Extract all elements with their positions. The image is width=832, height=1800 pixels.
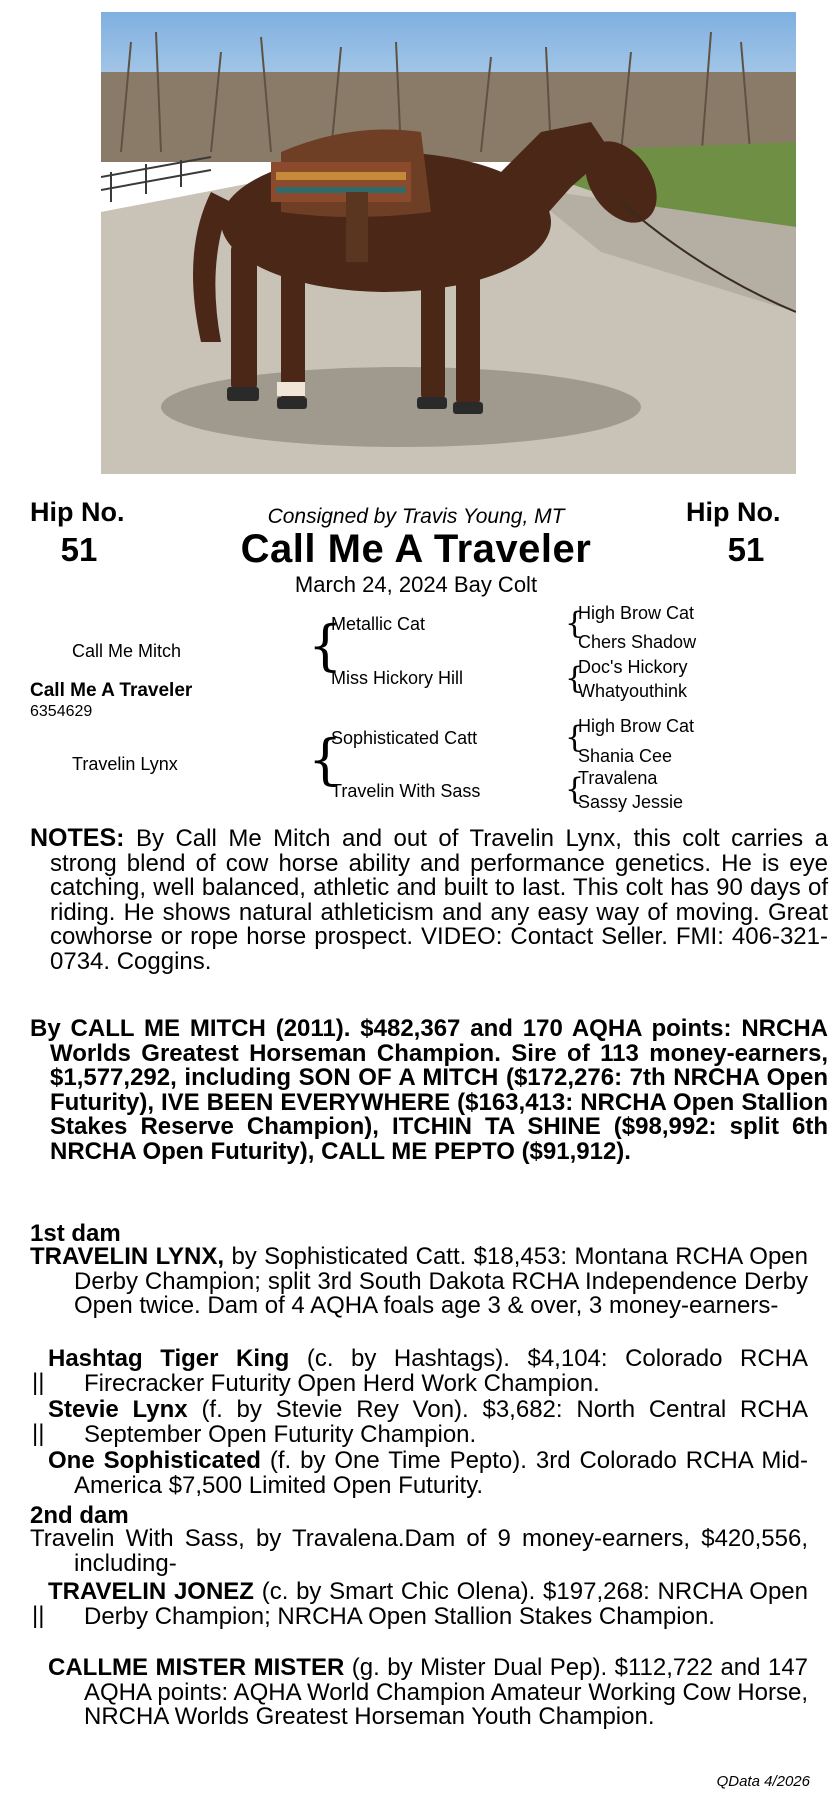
second-dam-paragraph: Travelin With Sass, by Travalena.Dam of 9 money-earners, $420,556, including- <box>30 1525 808 1577</box>
produce-name: One Sophisticated <box>48 1447 261 1474</box>
produce-text: (f. by Stevie Rey Von). $3,682: North Central RCHA September Open Futurity Champion. <box>84 1396 808 1448</box>
first-dam-name: TRAVELIN LYNX, <box>30 1243 225 1270</box>
brace-g4: { <box>565 772 585 807</box>
produce-text: (c. by Hashtags). $4,104: Colorado RCHA Firecracker Futurity Open Herd Work Champion. <box>84 1345 809 1397</box>
pedigree-sire-dam: Miss Hickory Hill <box>331 668 463 688</box>
hip-label-left: Hip No. <box>30 497 125 527</box>
produce-item <box>48 1656 808 1730</box>
produce-item <box>32 1345 809 1397</box>
first-dam-heading: 1st dam <box>30 1220 121 1247</box>
horse-name: Call Me A Traveler <box>240 527 592 571</box>
pedigree-g7: Travalena <box>578 768 658 788</box>
footer-credit: QData 4/2026 <box>716 1773 810 1790</box>
pedigree-g5: High Brow Cat <box>578 716 695 736</box>
brace-g3: { <box>565 720 585 755</box>
produce-mark: || <box>32 1420 45 1447</box>
pedigree-g2: Chers Shadow <box>578 632 697 652</box>
pedigree-dam-sire: Sophisticated Catt <box>331 728 478 748</box>
pedigree-dam: Travelin Lynx <box>72 754 178 774</box>
pedigree-dam-dam: Travelin With Sass <box>331 781 481 801</box>
produce-item <box>32 1578 809 1630</box>
produce-mark: || <box>32 1602 45 1629</box>
sire-paragraph: By CALL ME MITCH (2011). $482,367 and 170 AQHA points: NRCHA Worlds Greatest Horseman Champion. Sire of 113 money-earners, $1,577,292, including SON OF A MITCH ($172,276: 7th NRCHA Open Futurity), IVE BEEN EVERYWHERE ($163,413: NRCHA Open Stallion Stakes Reserve Champion), ITCHIN TA SHINE ($98,992: split 6th NRCHA Open Futurity), CALL ME PEPTO ($91,912). <box>30 1015 828 1165</box>
produce-text: (c. by Smart Chic Olena). $197,268: NRCHA Open Derby Champion; NRCHA Open Stallion Stakes Champion. <box>84 1578 809 1630</box>
produce-name: Stevie Lynx <box>48 1396 188 1423</box>
produce-name: Hashtag Tiger King <box>48 1345 290 1372</box>
brace-g2: { <box>565 661 585 696</box>
first-dam-text: by Sophisticated Catt. $18,453: Montana RCHA Open Derby Champion; split 3rd South Dakota RCHA Independence Derby Open twice. Dam of 4 AQHA foals age 3 & over, 3 money-earners- <box>74 1243 808 1319</box>
pedigree-g6: Shania Cee <box>578 746 673 766</box>
produce-mark: || <box>32 1369 45 1396</box>
hip-number-right: 51 <box>727 531 765 568</box>
hip-number-left: 51 <box>60 531 98 568</box>
pedigree-g1: High Brow Cat <box>578 603 695 623</box>
produce-text: (g. by Mister Dual Pep). $112,722 and 147 AQHA points: AQHA World Champion Amateur Working Cow Horse, NRCHA Worlds Greatest Horseman Youth Champion. <box>84 1654 809 1730</box>
produce-item <box>32 1396 808 1448</box>
second-dam-heading: 2nd dam <box>30 1502 129 1529</box>
consignor: Consigned by Travis Young, MT <box>267 505 565 528</box>
pedigree-subject: Call Me A Traveler <box>30 680 193 701</box>
notes-paragraph <box>30 826 828 974</box>
brace-dam: { <box>308 728 343 791</box>
produce-name: CALLME MISTER MISTER <box>48 1654 345 1681</box>
pedigree-sire-sire: Metallic Cat <box>331 614 426 634</box>
pedigree-sire: Call Me Mitch <box>72 641 182 661</box>
first-dam-paragraph <box>30 1245 808 1319</box>
pedigree-g4: Whatyouthink <box>578 681 688 701</box>
notes-label: NOTES: <box>30 824 125 852</box>
horse-photo <box>101 12 796 474</box>
pedigree-g8: Sassy Jessie <box>578 792 684 812</box>
notes-text: By Call Me Mitch and out of Travelin Lynx, this colt carries a strong blend of cow horse ability and performance genetics. He is eye catching, well balanced, athletic and built to last. This colt has 90 days of riding. He shows natural athleticism and any easy way of moving. Great cowhorse or rope horse prospect. VIDEO: Contact Seller. FMI: 406-321-0734. Coggins. <box>50 825 829 975</box>
brace-sire: { <box>308 614 343 677</box>
pedigree-g3: Doc's Hickory <box>578 657 688 677</box>
registration-number: 6354629 <box>30 703 93 720</box>
hip-label-right: Hip No. <box>686 497 781 527</box>
foaled-description: March 24, 2024 Bay Colt <box>294 572 538 597</box>
produce-text: (f. by One Time Pepto). 3rd Colorado RCHA Mid-America $7,500 Limited Open Futurity. <box>74 1447 809 1499</box>
brace-g1: { <box>565 606 585 641</box>
produce-item <box>48 1449 808 1498</box>
produce-name: TRAVELIN JONEZ <box>48 1578 254 1605</box>
